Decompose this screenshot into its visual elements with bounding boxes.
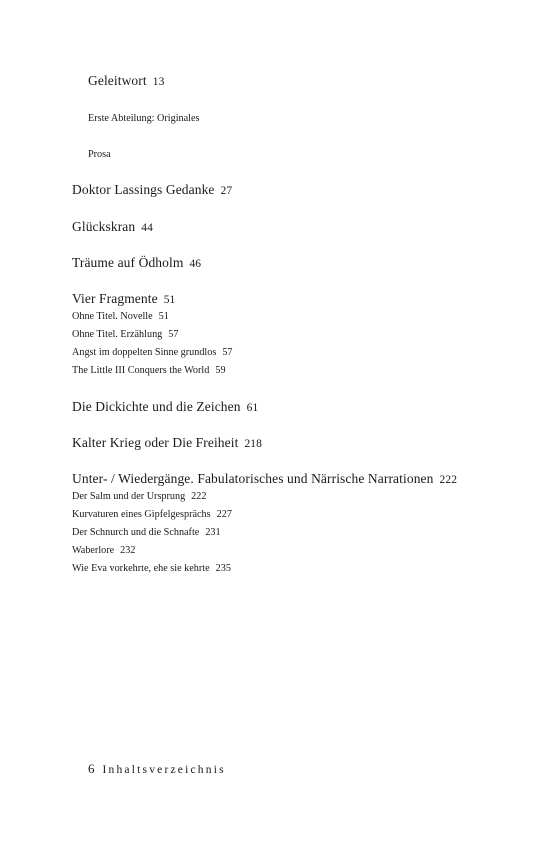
toc-title: Träume auf Ödholm	[72, 255, 184, 270]
toc-subentry-schnurch	[72, 528, 221, 538]
toc-page-number: 218	[244, 438, 262, 450]
toc-page-number: 235	[215, 563, 231, 574]
toc-subentry-angst	[72, 348, 233, 358]
toc-subentry-eva	[72, 564, 231, 574]
toc-entry-lassing	[72, 183, 232, 198]
toc-page-number: 51	[163, 294, 176, 306]
toc-title: Wie Eva vorkehrte, ehe sie kehrte	[72, 563, 210, 574]
toc-subentry-waberlore	[72, 546, 135, 556]
toc-title: Ohne Titel. Novelle	[72, 311, 153, 322]
toc-title: Geleitwort	[88, 73, 147, 88]
toc-page-number: 13	[152, 76, 165, 88]
toc-subentry-salm	[72, 492, 206, 502]
toc-entry-dickichte	[72, 400, 258, 415]
toc-title: Die Dickichte und die Zeichen	[72, 399, 241, 414]
toc-entry-erste-abteilung	[88, 114, 199, 124]
toc-page-number: 27	[220, 185, 233, 197]
toc-page-number: 59	[215, 365, 226, 376]
toc-entry-unter-wiedergange	[72, 472, 457, 487]
toc-entry-traume	[72, 256, 201, 271]
toc-subentry-novelle	[72, 312, 169, 322]
footer-section-title: Inhaltsverzeichnis	[102, 764, 226, 776]
toc-entry-prosa	[88, 150, 111, 160]
footer-page-number: 6	[88, 761, 95, 776]
toc-title: Erste Abteilung: Originales	[88, 113, 200, 124]
toc-title: Unter- / Wiedergänge. Fabulatorisches und Närrische Narrationen	[72, 471, 434, 486]
toc-subentry-kurvaturen	[72, 510, 232, 520]
toc-page-number: 51	[158, 311, 169, 322]
toc-page-number: 57	[222, 347, 233, 358]
toc-title: Doktor Lassings Gedanke	[72, 182, 215, 197]
toc-title: Der Schnurch und die Schnafte	[72, 527, 200, 538]
toc-page-number: 61	[246, 402, 259, 414]
toc-page-number: 44	[141, 222, 153, 234]
toc-entry-vier-fragmente	[72, 292, 175, 307]
toc-page-number: 231	[205, 527, 221, 538]
toc-title: Glückskran	[72, 219, 136, 234]
toc-page-number: 222	[439, 474, 458, 486]
toc-title: Vier Fragmente	[72, 291, 158, 306]
toc-page-number: 57	[168, 329, 179, 340]
toc-page-number: 222	[191, 491, 207, 502]
toc-title: Kalter Krieg oder Die Freiheit	[72, 435, 239, 450]
toc-entry-gluckskran	[72, 220, 153, 235]
toc-title: Waberlore	[72, 545, 115, 556]
toc-subentry-erzahlung	[72, 330, 178, 340]
toc-subentry-little	[72, 366, 226, 376]
toc-title: Kurvaturen eines Gipfelgesprächs	[72, 509, 211, 520]
toc-entry-kalter-krieg	[72, 436, 262, 451]
toc-page-number: 46	[189, 258, 202, 270]
toc-entry-geleitwort	[88, 74, 164, 89]
toc-title: Angst im doppelten Sinne grundlos	[72, 347, 217, 358]
toc-title: The Little III Conquers the World	[72, 365, 210, 376]
page-footer	[88, 762, 226, 777]
toc-page-number: 232	[120, 545, 136, 556]
toc-title: Prosa	[88, 149, 111, 160]
toc-title: Ohne Titel. Erzählung	[72, 329, 163, 340]
toc-title: Der Salm und der Ursprung	[72, 491, 186, 502]
toc-page-number: 227	[216, 509, 232, 520]
